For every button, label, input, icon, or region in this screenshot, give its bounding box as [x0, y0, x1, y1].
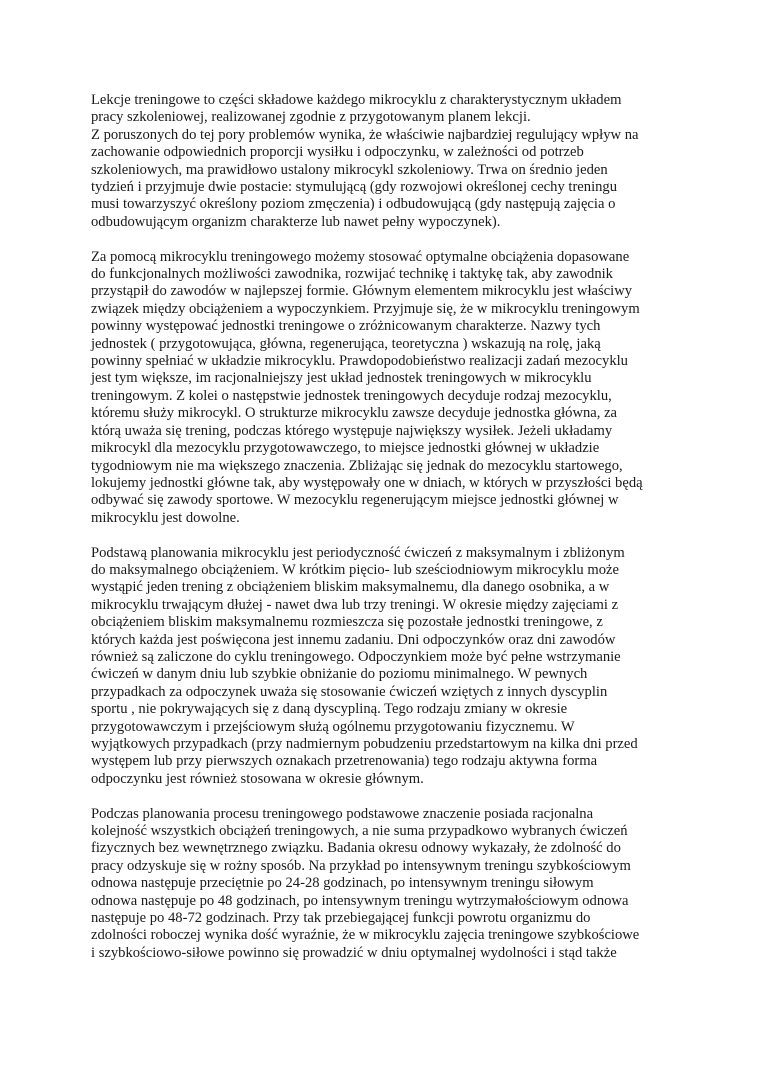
text-line: powinny spełniać w układzie mikrocyklu. Prawdopodobieństwo realizacji zadań mezocyklu	[91, 353, 628, 370]
text-line: następuje po 48-72 godzinach. Przy tak przebiegającej funkcji powrotu organizmu do	[91, 910, 591, 927]
text-line: mikrocyklu jest dowolne.	[91, 509, 240, 526]
text-line: i szybkościowo-siłowe powinno się prowadzić w dniu optymalnej wydolności i stąd także	[91, 944, 617, 961]
text-line: odbudowującym organizm charakterze lub nawet pełny wypoczynek).	[91, 213, 501, 230]
text-line: Z poruszonych do tej pory problemów wynika, że właściwie najbardziej regulujący wpływ na	[91, 126, 639, 143]
text-line: Podczas planowania procesu treningowego podstawowe znaczenie posiada racjonalna	[91, 805, 594, 822]
text-line: sportu , nie pokrywających się z daną dyscypliną. Tego rodzaju zmiany w okresie	[91, 701, 568, 718]
text-line: fizycznych bez wewnętrznego związku. Badania okresu odnowy wykazały, że zdolność do	[91, 840, 621, 857]
text-line: zdolności roboczej wynika dość wyraźnie, że w mikrocyklu zajęcia treningowe szybkościowe	[91, 927, 640, 944]
text-line: odpoczynku jest również stosowana w okresie głównym.	[91, 770, 424, 787]
text-line: przypadkach za odpoczynek uważa się stosowanie ćwiczeń wziętych z innych dyscyplin	[91, 683, 608, 700]
text-line: treningowym. Z kolei o następstwie jednostek treningowych decyduje rodzaj mezocyklu,	[91, 387, 612, 404]
text-line: obciążeniem bliskim maksymalnemu rozmieszcza się pozostałe jednostki treningowe, z	[91, 614, 603, 631]
text-line: którą uważa się trening, podczas którego występuje największy wysiłek. Jeżeli układamy	[91, 422, 613, 439]
paragraph	[91, 92, 681, 231]
text-line: tydzień i przyjmuje dwie postacie: stymulującą (gdy rozwojowi określonej cechy treningu	[91, 179, 618, 196]
text-line: jednostek ( przygotowująca, główna, regenerująca, teoretyczna ) wskazują na rolę, jaką	[91, 335, 601, 352]
paragraph	[91, 806, 681, 963]
text-line: zachowanie odpowiednich proporcji wysiłku i odpoczynku, w zależności od potrzeb	[91, 144, 584, 161]
text-line: pracy odzyskuje się w rożny sposób. Na przykład po intensywnym treningu szybkościowym	[91, 857, 631, 874]
text-line: związek między obciążeniem a wypoczynkiem. Przyjmuje się, że w mikrocyklu treningowym	[91, 300, 640, 317]
text-line: pracy szkoleniowej, realizowanej zgodnie z przygotowanym planem lekcji.	[91, 109, 531, 126]
text-line: do funkcjonalnych możliwości zawodnika, rozwijać technikę i taktykę tak, aby zawodnik	[91, 266, 613, 283]
text-line: ćwiczeń w danym dniu lub szybkie obniżanie do poziomu minimalnego. W pewnych	[91, 666, 588, 683]
paragraph	[91, 249, 681, 528]
text-line: musi towarzyszyć określony poziom zmęczenia) i odbudowującą (gdy następują zajęcia o	[91, 196, 616, 213]
text-line: przygotowawczym i przejściowym służą ogólnemu przygotowaniu fizycznemu. W	[91, 718, 575, 735]
text-line: tygodniowym nie ma większego znaczenia. Zbliżając się jednak do mezocyklu startowego,	[91, 457, 623, 474]
text-line: któremu służy mikrocykl. O strukturze mikrocyklu zawsze decyduje jednostka główna, za	[91, 405, 618, 422]
text-line: Podstawą planowania mikrocyklu jest periodyczność ćwiczeń z maksymalnym i zbliżonym	[91, 544, 625, 561]
text-line: wystąpić jeden trening z obciążeniem bliskim maksymalnemu, dla danego osobnika, a w	[91, 579, 610, 596]
text-line: których każda jest poświęcona jest innemu zadaniu. Dni odpoczynków oraz dni zawodów	[91, 631, 616, 648]
text-line: występem lub przy pierwszych oznakach przetrenowania) tego rodzaju aktywna forma	[91, 753, 598, 770]
text-line: mikrocykl dla mezocyklu przygotowawczego, to miejsce jednostki głównej w układzie	[91, 440, 600, 457]
text-line: powinny występować jednostki treningowe o zróżnicowanym charakterze. Nazwy tych	[91, 318, 601, 335]
document-body	[91, 92, 681, 980]
text-line: szkoleniowych, ma prawidłowo ustalony mikrocykl szkoleniowy. Trwa on średnio jeden	[91, 161, 608, 178]
text-line: jest tym większe, im racjonalniejszy jest układ jednostek treningowych w mikrocyklu	[91, 370, 592, 387]
text-line: Za pomocą mikrocyklu treningowego możemy stosować optymalne obciążenia dopasowane	[91, 248, 630, 265]
text-line: odbywać się zawody sportowe. W mezocyklu regenerującym miejsce jednostki głównej w	[91, 492, 619, 509]
text-line: lokujemy jednostki główne tak, aby występowały one w dniach, w których w przyszłości będą	[91, 474, 643, 491]
text-line: do maksymalnego obciążeniem. W krótkim pięcio- lub sześciodniowym mikrocyklu może	[91, 561, 619, 578]
paragraph	[91, 545, 681, 789]
text-line: odnowa następuje przeciętnie po 24-28 godzinach, po intensywnym treningu siłowym	[91, 875, 594, 892]
text-line: również są zaliczone do cyklu treningowego. Odpoczynkiem może być pełne wstrzymanie	[91, 648, 621, 665]
text-line: przystąpił do zawodów w najlepszej formie. Głównym elementem mikrocyklu jest właściwy	[91, 283, 633, 300]
text-line: odnowa następuje po 48 godzinach, po intensywnym treningu wytrzymałościowym odnowa	[91, 892, 629, 909]
text-line: mikrocyklu trwającym dłużej - nawet dwa lub trzy treningi. W okresie między zajęciami z	[91, 596, 619, 613]
text-line: Lekcje treningowe to części składowe każdego mikrocyklu z charakterystycznym układem	[91, 92, 622, 108]
text-line: wyjątkowych przypadkach (przy nadmiernym pobudzeniu przedstartowym na kilka dni przed	[91, 736, 638, 752]
text-line: kolejność wszystkich obciążeń treningowych, a nie suma przypadkowo wybranych ćwiczeń	[91, 823, 628, 840]
